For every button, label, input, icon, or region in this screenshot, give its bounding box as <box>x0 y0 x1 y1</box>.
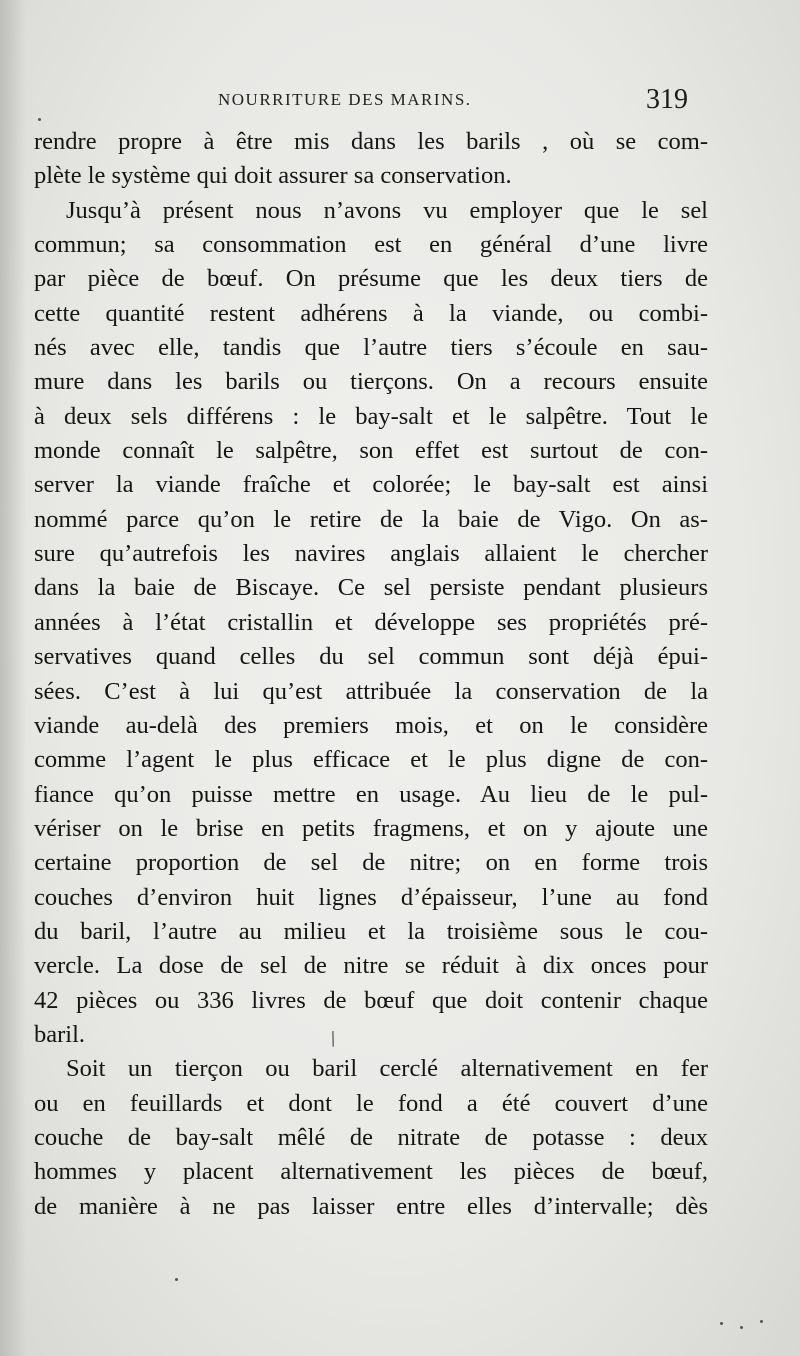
text-line: mure dans les barils ou tierçons. On a recours ensuite <box>34 368 708 396</box>
text-line: Jusqu’à présent nous n’avons vu employer que le sel <box>66 196 708 224</box>
text-line: plète le système qui doit assurer sa conservation. <box>34 162 512 190</box>
text-line: de manière à ne pas laisser entre elles d’intervalle; dès <box>34 1192 708 1220</box>
text-line: dans la baie de Biscaye. Ce sel persiste pendant plusieurs <box>34 574 708 602</box>
text-line: certaine proportion de sel de nitre; on en forme trois <box>34 849 708 877</box>
text-line: vercle. La dose de sel de nitre se réduit à dix onces pour <box>34 952 708 980</box>
text-line: nés avec elle, tandis que l’autre tiers s’écoule en sau- <box>34 334 708 362</box>
body-text <box>34 125 708 1224</box>
ink-speck <box>740 1326 743 1329</box>
text-line: à deux sels différens : le bay-salt et le salpêtre. Tout le <box>34 402 708 430</box>
text-line: servatives quand celles du sel commun sont déjà épui- <box>34 643 708 671</box>
text-line: viande au-delà des premiers mois, et on le considère <box>34 711 708 739</box>
ink-speck <box>760 1320 763 1323</box>
text-line: rendre propre à être mis dans les barils , où se com- <box>34 128 708 155</box>
text-line: années à l’état cristallin et développe ses propriétés pré- <box>34 608 708 636</box>
text-line: couches d’environ huit lignes d’épaisseur, l’une au fond <box>34 883 708 911</box>
ink-speck <box>38 118 41 121</box>
text-line: server la viande fraîche et colorée; le bay-salt est ainsi <box>34 471 708 499</box>
text-line: monde connaît le salpêtre, son effet est surtout de con- <box>34 437 708 465</box>
text-line: cette quantité restent adhérens à la viande, ou combi- <box>34 299 708 327</box>
text-line: ou en feuillards et dont le fond a été couvert d’une <box>34 1089 708 1117</box>
text-line: baril. <box>34 1020 86 1048</box>
text-line: hommes y placent alternativement les pièces de bœuf, <box>34 1158 708 1186</box>
text-line: sées. C’est à lui qu’est attribuée la conservation de la <box>34 677 708 705</box>
pencil-mark: / <box>325 1025 341 1052</box>
page-number: 319 <box>646 84 688 115</box>
text-line: comme l’agent le plus efficace et le plus digne de con- <box>34 746 708 774</box>
page-gutter-shadow <box>0 0 26 1356</box>
text-line: 42 pièces ou 336 livres de bœuf que doit contenir chaque <box>34 986 708 1014</box>
text-line: fiance qu’on puisse mettre en usage. Au lieu de le pul- <box>34 780 708 808</box>
text-line: par pièce de bœuf. On présume que les deux tiers de <box>34 265 708 293</box>
text-line: vériser on le brise en petits fragmens, et on y ajoute une <box>34 814 708 842</box>
text-line: sure qu’autrefois les navires anglais allaient le chercher <box>34 540 708 568</box>
running-head: NOURRITURE DES MARINS. <box>218 90 472 109</box>
text-line: nommé parce qu’on le retire de la baie de Vigo. On as- <box>34 505 708 533</box>
ink-speck <box>175 1278 178 1281</box>
text-line: commun; sa consommation est en général d’une livre <box>34 231 708 259</box>
text-line: du baril, l’autre au milieu et la troisième sous le cou- <box>34 917 708 945</box>
text-line: couche de bay-salt mêlé de nitrate de potasse : deux <box>34 1123 708 1151</box>
text-line: Soit un tierçon ou baril cerclé alternativement en fer <box>66 1055 708 1083</box>
page-header <box>0 84 800 124</box>
ink-speck <box>720 1322 723 1325</box>
